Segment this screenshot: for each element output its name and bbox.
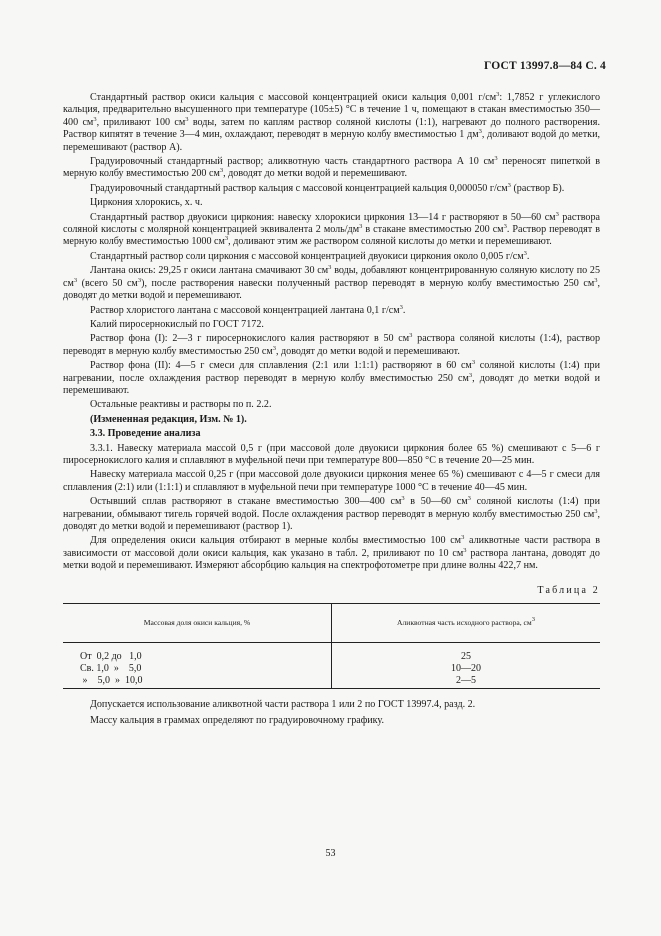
table-cell: 10—20 <box>451 663 481 675</box>
paragraph: Массу кальция в граммах определяют по градуировочному графику. <box>90 715 384 727</box>
paragraph: Градуировочный стандартный раствор; аликвотную часть стандартного раствора А 10 $см^3$ переносят пипеткой в мерную колбу вместимостью 200 $см^3$, доводят до метки водой и перемешивают. <box>63 155 600 180</box>
paragraph: Допускается использование аликвотной части раствора 1 или 2 по ГОСТ 13997.4, разд. 2. <box>90 699 476 711</box>
table-2 <box>63 603 600 689</box>
table-cell: 25 <box>461 651 471 663</box>
section-title: 3.3. Проведение анализа <box>90 428 201 440</box>
document-body <box>63 92 600 730</box>
reagents-section <box>63 92 600 412</box>
analysis-section <box>63 443 600 573</box>
paragraph: Раствор хлористого лантана с массовой концентрацией лантана 0,1 $г/см^3$. <box>90 303 406 316</box>
page-number: 53 <box>325 848 336 859</box>
paragraph: Раствор фона (I): 2—3 г пиросернокислого калия растворяют в 50 $см^3$ раствора соляной кислоты (1:4), раствор переводят в мерную колбу вместимостью 250 $см^3$, доводят до метки водой и перемешивают. <box>63 332 601 357</box>
paragraph: Стандартный раствор двуокиси циркония: навеску хлорокиси циркония 13—14 г растворяют в 50—60 $см^3$ раствора соляной кислоты с молярной концентрацией эквивалента 2 моль/$дм^3$ в стакане вместимостью 200 $см^3$. Раствор переводят в мерную колбу вместимостью 1000 $см^3$, доливают этим же раствором соляной кислоты до метки и перемешивают. <box>63 210 600 248</box>
table-cell: От 0,2 до 1,0 <box>80 651 142 663</box>
table-cell-aliquots <box>332 643 601 689</box>
edition-note: (Измененная редакция, Изм. № 1). <box>90 413 247 425</box>
table-row <box>63 643 600 689</box>
paragraph: Раствор фона (II): 4—5 г смеси для сплавления (2:1 или 1:1:1) растворяют в 60 $см^3$ соляной кислоты (1:4) при нагревании, после охлаждения раствор переводят в мерную колбу вместимостью 250 $см^3$, доводят до метки водой и перемешивают. <box>63 359 600 396</box>
table-cell-ranges <box>63 643 332 689</box>
paragraph: Калий пиросернокислый по ГОСТ 7172. <box>90 318 264 330</box>
paragraph: Остальные реактивы и растворы по п. 2.2. <box>90 399 272 411</box>
paragraph: Для определения окиси кальция отбирают в мерные колбы вместимостью 100 $см^3$ аликвотные части раствора в зависимости от массовой доли окиси кальция, как указано в табл. 2, приливают по 10 $см^3$ раствора лантана, доводят до метки водой и перемешивают. Измеряют абсорбцию кальция на спектрофотометре при длине волны 422,7 нм. <box>63 534 600 572</box>
table-cell: Св. 1,0 » 5,0 <box>80 663 142 675</box>
paragraph: 3.3.1. Навеску материала массой 0,5 г (при массовой доле двуокиси циркония более 65 %) смешивают с 5—6 г пиросернокислого калия и сплавляют в муфельной печи при температуре 800—850 °С в течение 20—25 мин. <box>63 442 600 466</box>
table-header-aliquot: Аликвотная часть исходного раствора, $см^3$ <box>332 604 601 643</box>
paragraph: Градуировочный стандартный раствор кальция с массовой концентрацией кальция 0,000050 $г/см^3$ (раствор Б). <box>90 181 565 194</box>
table-header-cao-fraction: Массовая доля окиси кальция, % <box>63 604 332 643</box>
table-cell: » 5,0 » 10,0 <box>80 675 143 687</box>
paragraph: Лантана окись: 29,25 г окиси лантана смачивают 30 $см^3$ воды, добавляют концентрированную соляную кислоту по 25 $см^3$ (всего 50 $см^3$), после растворения навески полученный раствор переводят в мерную колбу вместимостью 250 $см^3$, доводят до метки водой и перемешивают. <box>63 264 601 302</box>
paragraph: Стандартный раствор окиси кальция с массовой концентрацией окиси кальция 0,001 $г/см^3$: 1,7852 г углекислого кальция, предварительно высушенного при температуре (105±5) °С в течение 1 ч, помещают в стакан вместимостью 350—400 $см^3$, приливают 100 $см^3$ воды, затем по каплям раствор соляной кислоты (1:1), нагревают до полного растворения. Раствор кипятят в течение 3—4 мин, охлаждают, переводят в мерную колбу вместимостью 1 $дм^3$, доливают водой до метки, перемешивают (раствор А). <box>63 91 600 153</box>
table-caption: Таблица 2 <box>537 584 600 596</box>
paragraph: Циркония хлорокись, х. ч. <box>90 197 203 209</box>
paragraph: Стандартный раствор соли циркония с массовой концентрацией двуокиси циркония около 0,005 $г/см^3$. <box>90 249 530 262</box>
table-cell: 2—5 <box>456 675 476 687</box>
paragraph: Остывший сплав растворяют в стакане вместимостью 300—400 $см^3$ в 50—60 $см^3$ соляной кислоты (1:4) при нагревании, обмывают тигель горячей водой. После охлаждения раствор переводят в мерную колбу вместимостью 250 $см^3$, доводят до метки водой и перемешивают (раствор 1). <box>63 495 600 532</box>
paragraph: Навеску материала массой 0,25 г (при массовой доле двуокиси циркония менее 65 %) смешивают с 4—5 г смеси для сплавления (2:1) или (1:1:1) и сплавляют в муфельной печи при температуре 1000 °С в течение 40—45 мин. <box>63 469 600 493</box>
page-header: ГОСТ 13997.8—84 С. 4 <box>483 60 606 72</box>
